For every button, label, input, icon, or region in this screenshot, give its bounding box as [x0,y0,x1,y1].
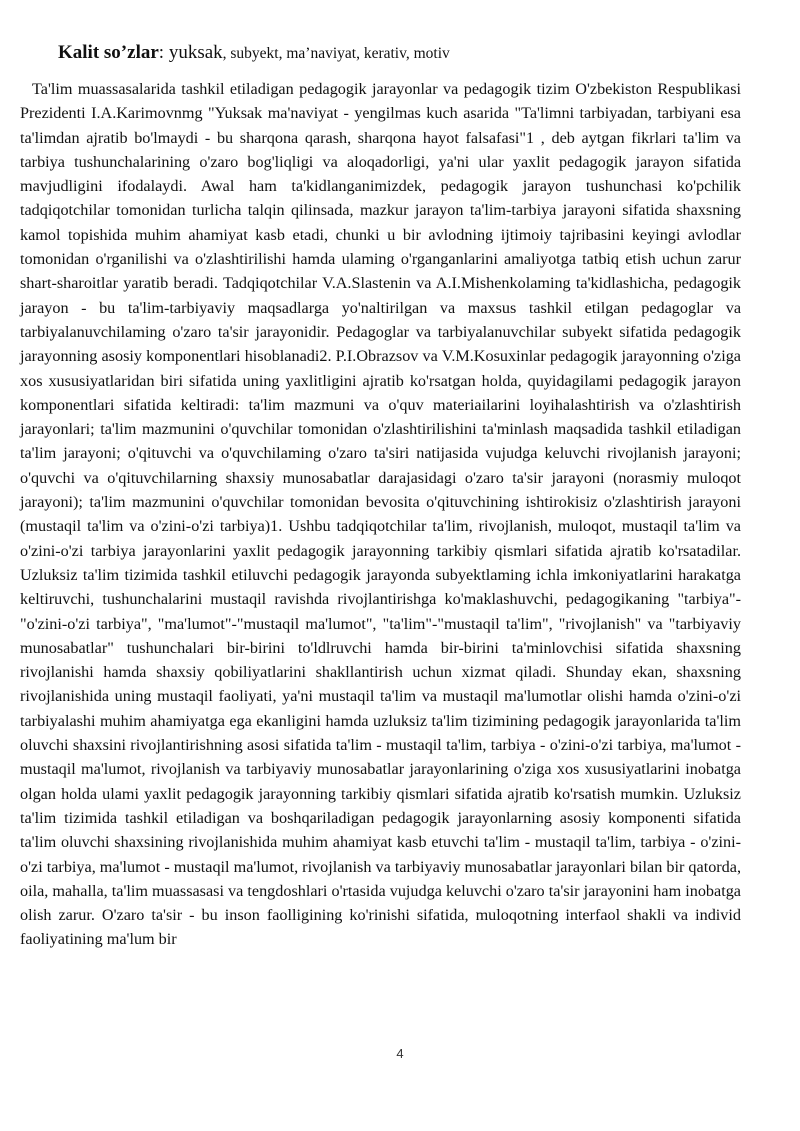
keywords-rest: , subyekt, ma’naviyat, kerativ, motiv [222,45,450,62]
document-page [20,40,741,952]
keywords-label: Kalit so’zlar [58,42,159,63]
keywords-line [58,40,741,67]
keywords-separator: : [158,42,169,63]
page-number: 4 [396,1046,404,1061]
body-paragraph: Ta'lim muassasalarida tashkil etiladigan pedagogik jarayonlar va pedagogik tizim O'zbekiston Respublikasi Prezidenti I.A.Karimovnmg "Yuksak ma'naviyat - yengilmas kuch asarida "Ta'limni tarbiyadan, tarbiyani esa ta'limdan ajratib bo'lmaydi - bu sharqona qarash, sharqona hayot falsafasi"1 , deb aytgan fikrlari ta'lim va tarbiya tushunchalarining o'zaro bog'liqligi va aloqadorligi, ya'ni ular yaxlit pedagogik jarayon sifatida mavjudligini ifodalaydi. Awal ham ta'kidlanganimizdek, pedagogik jarayon tushunchasi ko'pchilik tadqiqotchilar tomonidan turlicha talqin qilinsada, mazkur jarayon ta'lim-tarbiya jarayoni sifatida shaxsning kamol topishida muhim ahamiyat kasb etadi, chunki u bir avlodning ijtimoiy tajribasini keyingi avlodlar tomonidan o'rganilishi va o'zlashtirilishi hamda ulaming o'rganganlarini amaliyotga tatbiq etish uchun zarur shart-sharoitlar yaratib beradi. Tadqiqotchilar V.A.Slastenin va A.I.Mishenkolaming ta'kidlashicha, pedagogik jarayon - bu ta'lim-tarbiyaviy maqsadlarga yo'naltirilgan va maxsus tashkil etilgan pedagoglar va tarbiyalanuvchilaming o'zaro ta'sir jarayonidir. Pedagoglar va tarbiyalanuvchilar subyekt sifatida pedagogik jarayonning asosiy komponentlari hisoblanadi2. P.I.Obrazsov va V.M.Kosuxinlar pedagogik jarayonning o'ziga xos xususiyatlaridan biri sifatida uning yaxlitligini ajratib ko'rsatgan holda, quyidagilami pedagogik jarayon komponentlari sifatida keltiradi: ta'lim mazmuni va o'quv materiailarini loyihalashtirish va o'zlashtirish jarayonlari; ta'lim mazmunini o'quvchilar tomonidan o'zlashtirilishini ta'minlash maqsadida tashkil etiladigan ta'lim jarayoni; o'qituvchi va o'quvchilaming o'zaro ta'siri natijasida vujudga keluvchi rivojlanish jarayoni; o'quvchi va o'qituvchilarning shaxsiy munosabatlar darajasidagi o'zaro ta'sir jarayoni (norasmiy muloqot jarayoni); ta'lim mazmunini o'quvchilar tomonidan bevosita o'qituvchining ishtirokisiz o'zlashtirish jarayoni (mustaqil ta'lim va o'zini-o'zi tarbiya)1. Ushbu tadqiqotchilar ta'lim, rivojlanish, muloqot, mustaqil ta'lim va o'zini-o'zi tarbiya jarayonlarini yaxlit pedagogik jarayonning tarkibiy qismlari sifatida ajratib ko'rsatadilar. Uzluksiz ta'lim tizimida tashkil etiluvchi pedagogik jarayonda subyektlaming ichla imkoniyatlarini harakatga keltiruvchi, tushunchalarini mustaqil ravishda rivojlantirishga ko'maklashuvchi, pedagogikaning "tarbiya"- "o'zini-o'zi tarbiya", "ma'lumot"-"mustaqil ma'lumot", "ta'lim"-"mustaqil ta'lim", "rivojlanish" va "tarbiyaviy munosabatlar" tushunchalari bir-birini to'ldlruvchi hamda bir-birini ta'minlovchisi sifatida shaxsning rivojlanishi hamda shaxsiy qobiliyatlarini shakllantirish uchun xizmat qiladi. Shunday ekan, shaxsning rivojlanishida uning mustaqil faoliyati, ya'ni mustaqil ta'lim va mustaqil ma'lumotlar olishi hamda o'zini-o'zi tarbiyalashi muhim ahamiyatga ega ekanligini hamda uzluksiz ta'lim tizimining pedagogik jarayonlarida ta'lim oluvchi shaxsini rivojlantirishning asosi sifatida ta'lim - mustaqil ta'lim, tarbiya - o'zini-o'zi tarbiya, ma'lumot - mustaqil ma'lumot, rivojlanish va tarbiyaviy munosabatlar jarayonlarining o'ziga xos xususiyatlarini inobatga olgan holda ulami yaxlit pedagogik jarayonning tarkibiy qismlari sifatida ajratib ko'rsatish mumkin. Uzluksiz ta'lim tizimida tashkil etiladigan va boshqariladigan pedagogik jarayonlarning asosiy komponenti sifatida ta'lim oluvchi shaxsining rivojlanishida muhim ahamiyat kasb etuvchi ta'lim - mustaqil ta'lim, tarbiya - o'zini-o'zi tarbiya, ma'lumot - mustaqil ma'lumot, rivojlanish va tarbiyaviy munosabatlar jarayonlari bilan bir qatorda, oila, mahalla, ta'lim muassasasi va tengdoshlari o'rtasida vujudga keluvchi o'zaro ta'sir jarayonini ham inobatga olish zarur. O'zaro ta'sir - bu inson faolligining ko'rinishi sifatida, muloqotning interfaol shakli va individ faoliyatining ma'lum bir [20,80,741,949]
keyword-first: yuksak [168,42,223,63]
